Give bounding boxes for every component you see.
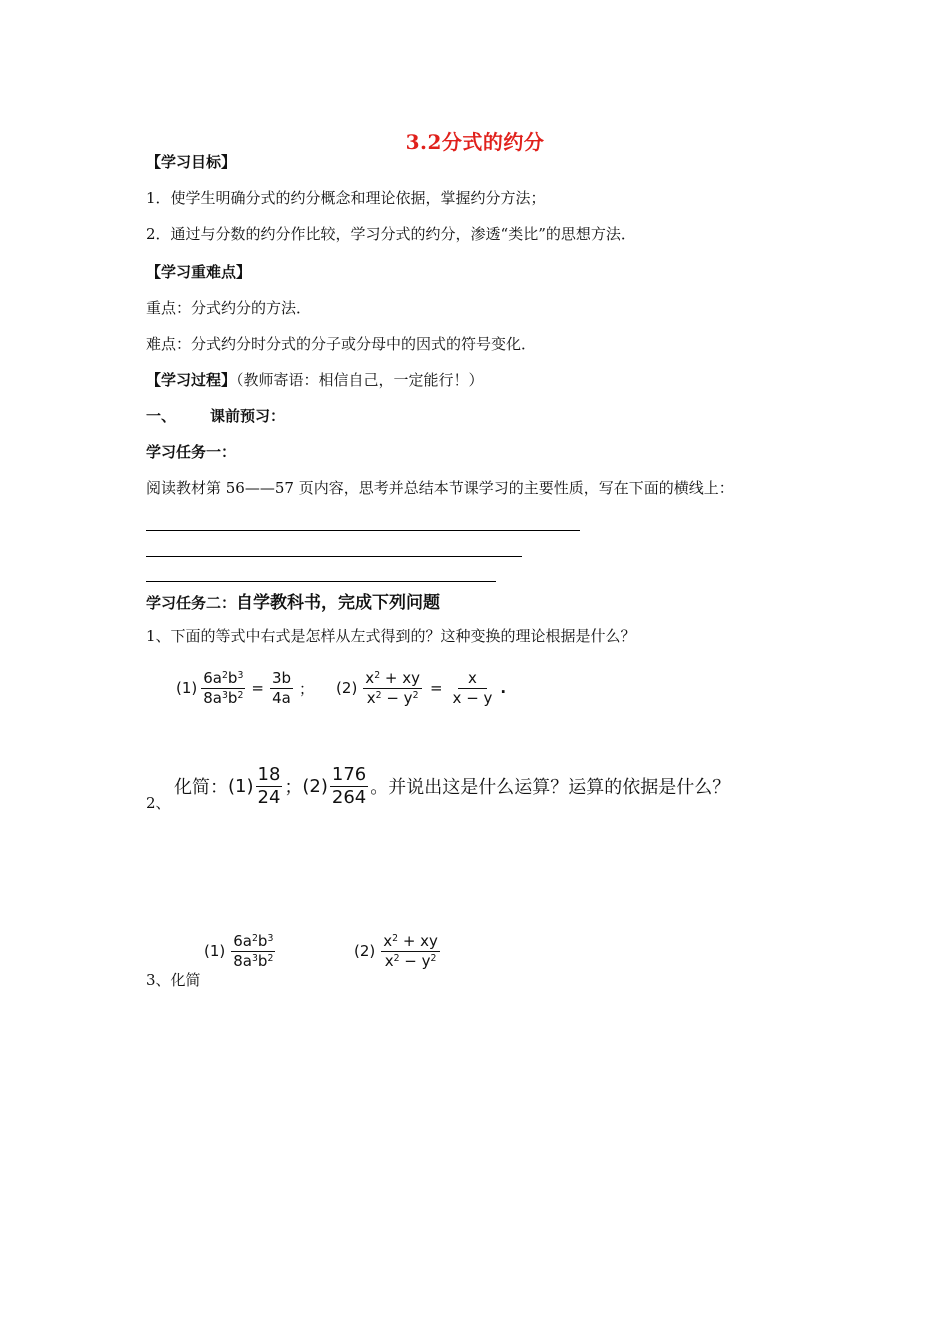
q3-fraction-2 (381, 933, 440, 969)
q3-fraction-1-numerator: $6a^2b^3$ (233, 932, 274, 950)
q2-fraction-1-denominator: 24 (257, 786, 281, 808)
keypoints-heading: 【学习重难点】 (146, 263, 252, 281)
q2-fraction-2-denominator: 264 (331, 786, 367, 808)
q2-prefix: 化简： (174, 777, 228, 798)
eq2-rhs-numerator: x (458, 670, 487, 689)
eq2-lhs-numerator: $x^2$ + xy (365, 669, 420, 687)
eq1-lhs-denominator: $8a^3b^2$ (203, 688, 244, 707)
eq1-rhs-denominator: 4a (272, 688, 291, 707)
task2-heading-text: 自学教科书，完成下列问题 (236, 593, 441, 613)
process-line (146, 370, 484, 390)
q2-fraction-2 (330, 765, 368, 808)
eq1-lhs-numerator: $6a^2b^3$ (203, 669, 244, 687)
q2-label-2: (2) (302, 775, 328, 797)
q3-fraction-2-denominator: $x^2 - y^2$ (384, 951, 437, 970)
eq2-rhs-fraction (451, 670, 495, 706)
question-3: 3、化简 (146, 971, 201, 989)
answer-line-3[interactable] (146, 581, 496, 582)
process-heading: 【学习过程】 (146, 371, 237, 389)
goals-heading: 【学习目标】 (146, 153, 237, 171)
q2-label-1: (1) (228, 775, 254, 797)
q2-fraction-1 (256, 765, 283, 808)
eq2-rhs-denominator: x − y (452, 688, 493, 707)
answer-line-1[interactable] (146, 530, 580, 531)
answer-line-2[interactable] (146, 556, 522, 557)
task1-heading: 学习任务一： (146, 443, 237, 461)
task1-text: 阅读教材第 56——57 页内容，思考并总结本节课学习的主要性质，写在下面的横线上： (146, 479, 734, 497)
equation-set-1 (176, 660, 506, 716)
part1-number: 一、 (146, 407, 177, 425)
eq1-equals: = (251, 679, 264, 697)
q2-separator: ； (284, 777, 303, 798)
q3-label-1: (1) (204, 942, 226, 960)
question-2-number: 2、 (146, 794, 171, 812)
part1-title: 课前预习： (210, 407, 286, 425)
q3-fraction-2-numerator: $x^2$ + xy (383, 932, 438, 950)
eq2-lhs-denominator: $x^2 - y^2$ (366, 688, 419, 707)
eq1-separator: ； (299, 679, 315, 698)
key-focus: 重点：分式约分的方法． (146, 299, 312, 317)
eq2-end: . (500, 679, 507, 697)
key-difficulty: 难点：分式约分时分式的分子或分母中的因式的符号变化． (146, 335, 537, 353)
q3-fraction-1-denominator: $8a^3b^2$ (233, 951, 274, 970)
q3-label-2: (2) (354, 942, 376, 960)
eq1-rhs-fraction (270, 670, 293, 706)
q2-suffix: 。并说出这是什么运算？运算的依据是什么？ (370, 777, 731, 798)
goal-2: 2．通过与分数的约分作比较，学习分式的约分，渗透“类比”的思想方法． (146, 225, 636, 243)
question-3-expr-2 (354, 924, 442, 978)
eq1-lhs-fraction (201, 670, 245, 706)
eq1-rhs-numerator: 3b (271, 669, 292, 687)
question-3-expr-1 (204, 924, 277, 978)
eq2-equals: = (429, 679, 443, 697)
eq2-lhs-fraction (363, 670, 422, 706)
question-2-content (174, 760, 730, 812)
q2-fraction-2-numerator: 176 (331, 763, 367, 785)
q3-fraction-1 (231, 933, 275, 969)
eq1-label: (1) (176, 679, 198, 697)
question-1: 1、下面的等式中右式是怎样从左式得到的？这种变换的理论根据是什么？ (146, 627, 636, 645)
task2-heading (146, 588, 440, 613)
q2-fraction-1-numerator: 18 (257, 763, 281, 785)
goal-1: 1．使学生明确分式的约分概念和理论依据，掌握约分方法； (146, 189, 546, 207)
task2-heading-label: 学习任务二： (146, 594, 237, 612)
eq2-label: (2) (336, 679, 358, 697)
page-title: 3.2分式的约分 (405, 130, 545, 154)
process-note: （教师寄语：相信自己，一定能行！） (236, 371, 484, 389)
